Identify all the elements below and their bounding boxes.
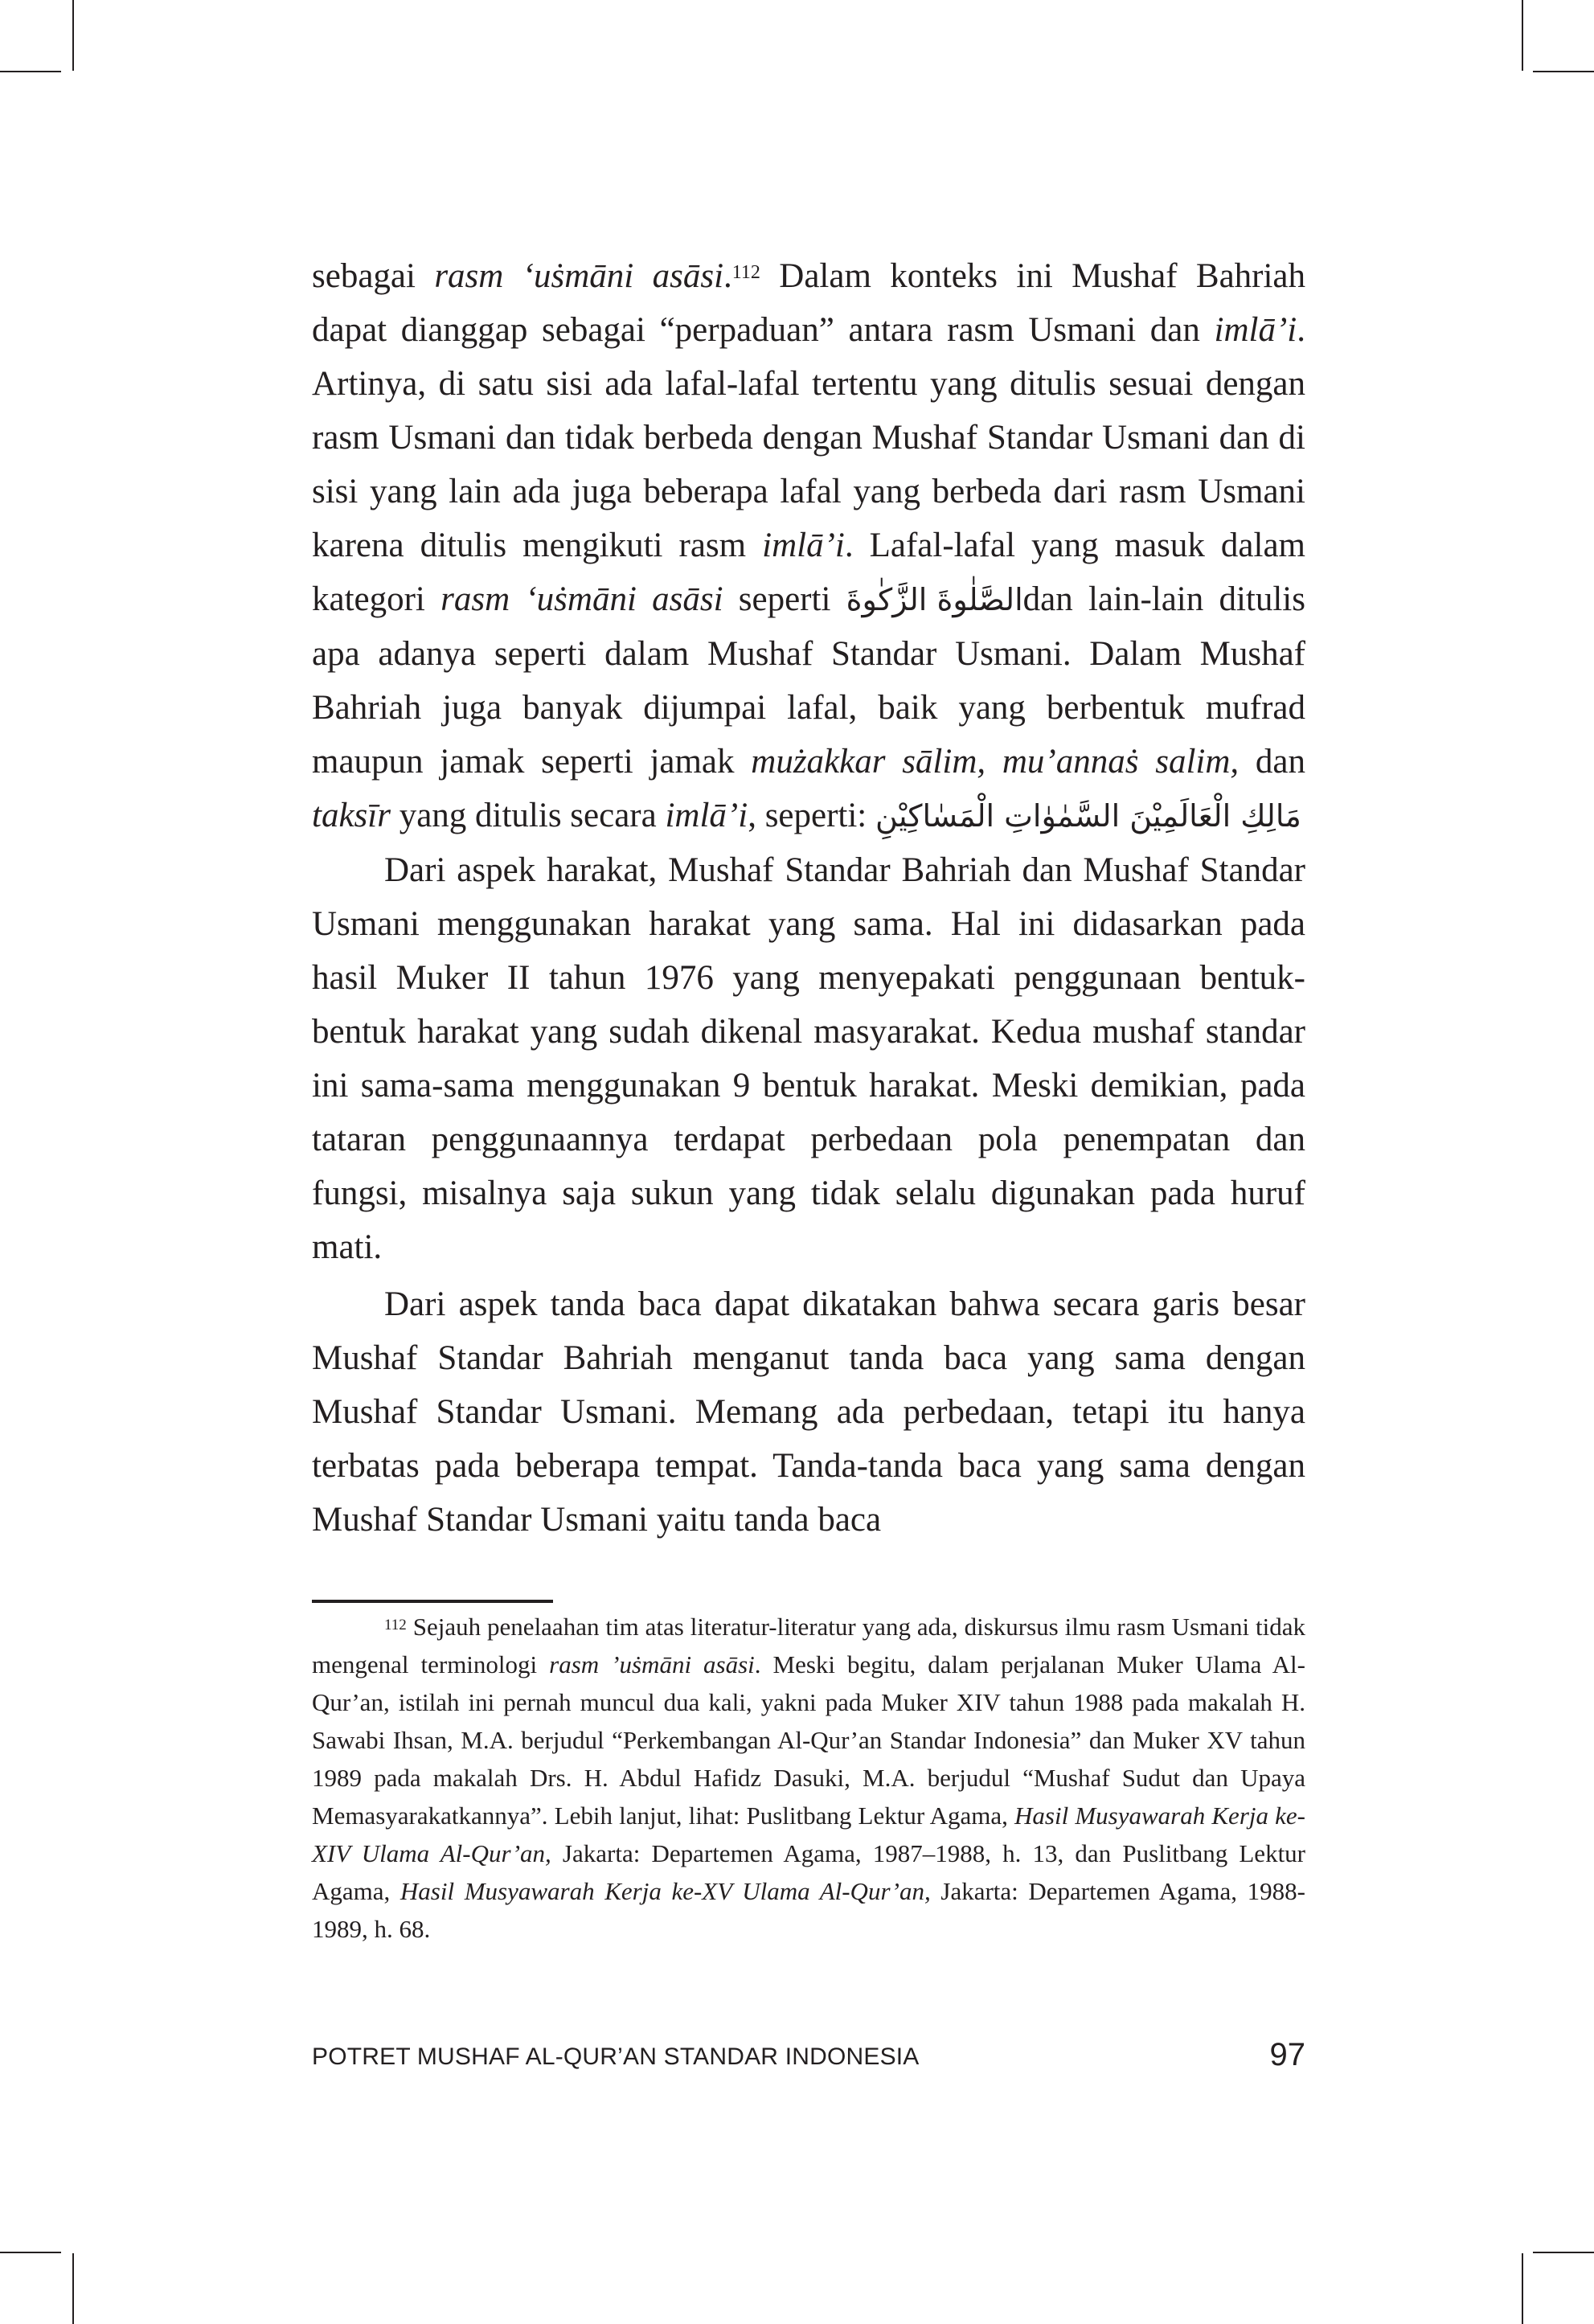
arabic-words: مَالِكِ الْعَالَمِيْنَ السَّمٰوٰاتِ الْمَسٰاكِيْنِ <box>875 798 1301 834</box>
italic-title: Hasil Musyawarah Kerja ke-XV Ulama Al-Qur’an, <box>400 1877 931 1905</box>
crop-mark <box>1533 2252 1594 2253</box>
text-run: seperti <box>723 580 846 618</box>
text-run: Dalam konteks ini Mushaf Bahriah dapat dianggap sebagai “perpaduan” antara rasm Usmani dan <box>312 257 1305 349</box>
crop-mark <box>0 71 61 72</box>
crop-mark <box>1533 71 1594 72</box>
crop-mark <box>72 0 74 71</box>
crop-mark <box>0 2252 61 2253</box>
italic-term: mużakkar sālim, mu’annaṡ salim, <box>751 743 1240 781</box>
text-run: dan <box>1239 743 1306 781</box>
paragraph-3: Dari aspek tanda baca dapat dikatakan bahwa secara garis besar Mushaf Standar Bahriah menganut tanda baca yang sama dengan Mushaf Standar Usmani. Memang ada perbedaan, tetapi itu hanya terbatas pada beberapa tempat. Tanda-tanda baca yang sama dengan Mushaf Standar Usmani yaitu tanda baca <box>312 1285 1305 1539</box>
italic-term: imlā’i <box>1214 311 1297 349</box>
paragraph-1 <box>312 249 1305 843</box>
text-run: Jakarta: Departemen Agama, 1987–1988, h. 13, dan Puslitbang Lektur Agama, <box>312 1839 1306 1905</box>
footnote <box>312 1608 1305 1948</box>
text-run: . Meski begitu, dalam perjalanan Muker Ulama Al-Qur’an, istilah ini pernah muncul dua kali, yakni pada Muker XIV tahun 1988 pada makalah H. Sawabi Ihsan, M.A. berjudul “Perkembangan Al-Qur’an Standar Indonesia” dan Muker XV tahun 1989 pada makalah Drs. H. Abdul Hafidz Dasuki, M.A. berjudul “Mushaf Sudut dan Upaya Memasyarakatkannya”. Lebih lanjut, lihat: Puslitbang Lektur Agama, <box>312 1650 1305 1830</box>
italic-term: rasm ‘uṡmāni asāsi <box>434 257 724 295</box>
text-run: . Lafal-lafal yang masuk dalam kategori <box>312 527 1305 618</box>
italic-term: taksīr <box>312 797 391 834</box>
footnote-reference[interactable]: 112 <box>731 262 760 283</box>
text-run: dan lain-lain ditulis apa adanya seperti dalam Mushaf Standar Usmani. Dalam Mushaf Bahriah juga banyak dijumpai lafal, baik yang berbentuk mufrad maupun jamak seperti jamak <box>312 580 1305 781</box>
crop-mark <box>72 2253 74 2324</box>
paragraph-2: Dari aspek harakat, Mushaf Standar Bahriah dan Mushaf Standar Usmani menggunakan harakat yang sama. Hal ini didasarkan pada hasil Muker II tahun 1976 yang menyepakati penggunaan bentuk-bentuk harakat yang sudah dikenal masyarakat. Kedua mushaf standar ini sama-sama menggunakan 9 bentuk harakat. Meski demikian, pada tataran penggunaannya terdapat perbedaan pola penempatan dan fungsi, misalnya saja sukun yang tidak selalu digunakan pada huruf mati. <box>312 851 1305 1266</box>
arabic-words: الصَّلٰوةَ الزَّكٰوةَ <box>846 582 1023 617</box>
text-run: sebagai <box>312 257 435 295</box>
italic-term: imlā’i <box>665 797 748 834</box>
italic-term: rasm ’uṡmāni asāsi <box>549 1650 755 1678</box>
italic-title: Hasil Musyawarah Kerja ke-XIV Ulama Al-Qur’an, <box>312 1801 1305 1867</box>
page-number: 97 <box>1269 2037 1305 2072</box>
text-run: yang ditulis secara <box>390 797 666 834</box>
footnote-divider <box>312 1600 553 1603</box>
book-title: POTRET MUSHAF AL-QUR’AN STANDAR INDONESIA <box>312 2043 920 2070</box>
text-run: . <box>723 257 732 295</box>
running-footer <box>312 2037 1305 2077</box>
footnote-number: 112 <box>384 1617 407 1633</box>
italic-term: rasm ‘uṡmāni asāsi <box>441 580 723 618</box>
text-run: . Artinya, di satu sisi ada lafal-lafal tertentu yang ditulis sesuai dengan rasm Usmani dan tidak berbeda dengan Mushaf Standar Usmani dan di sisi yang lain ada juga beberapa lafal yang berbeda dari rasm Usmani karena ditulis mengikuti rasm <box>312 311 1305 564</box>
italic-term: imlā’i <box>762 527 845 564</box>
body-text <box>312 249 1305 1547</box>
text-run: Jakarta: Departemen Agama, 1988-1989, h. 68. <box>312 1877 1305 1943</box>
crop-mark <box>1522 2253 1523 2324</box>
text-run: Sejauh penelaahan tim atas literatur-literatur yang ada, diskursus ilmu rasm Usmani tidak mengenal terminologi <box>312 1613 1305 1678</box>
text-run: , seperti: <box>748 797 876 834</box>
footnote-112 <box>312 1608 1305 1948</box>
crop-mark <box>1522 0 1523 71</box>
